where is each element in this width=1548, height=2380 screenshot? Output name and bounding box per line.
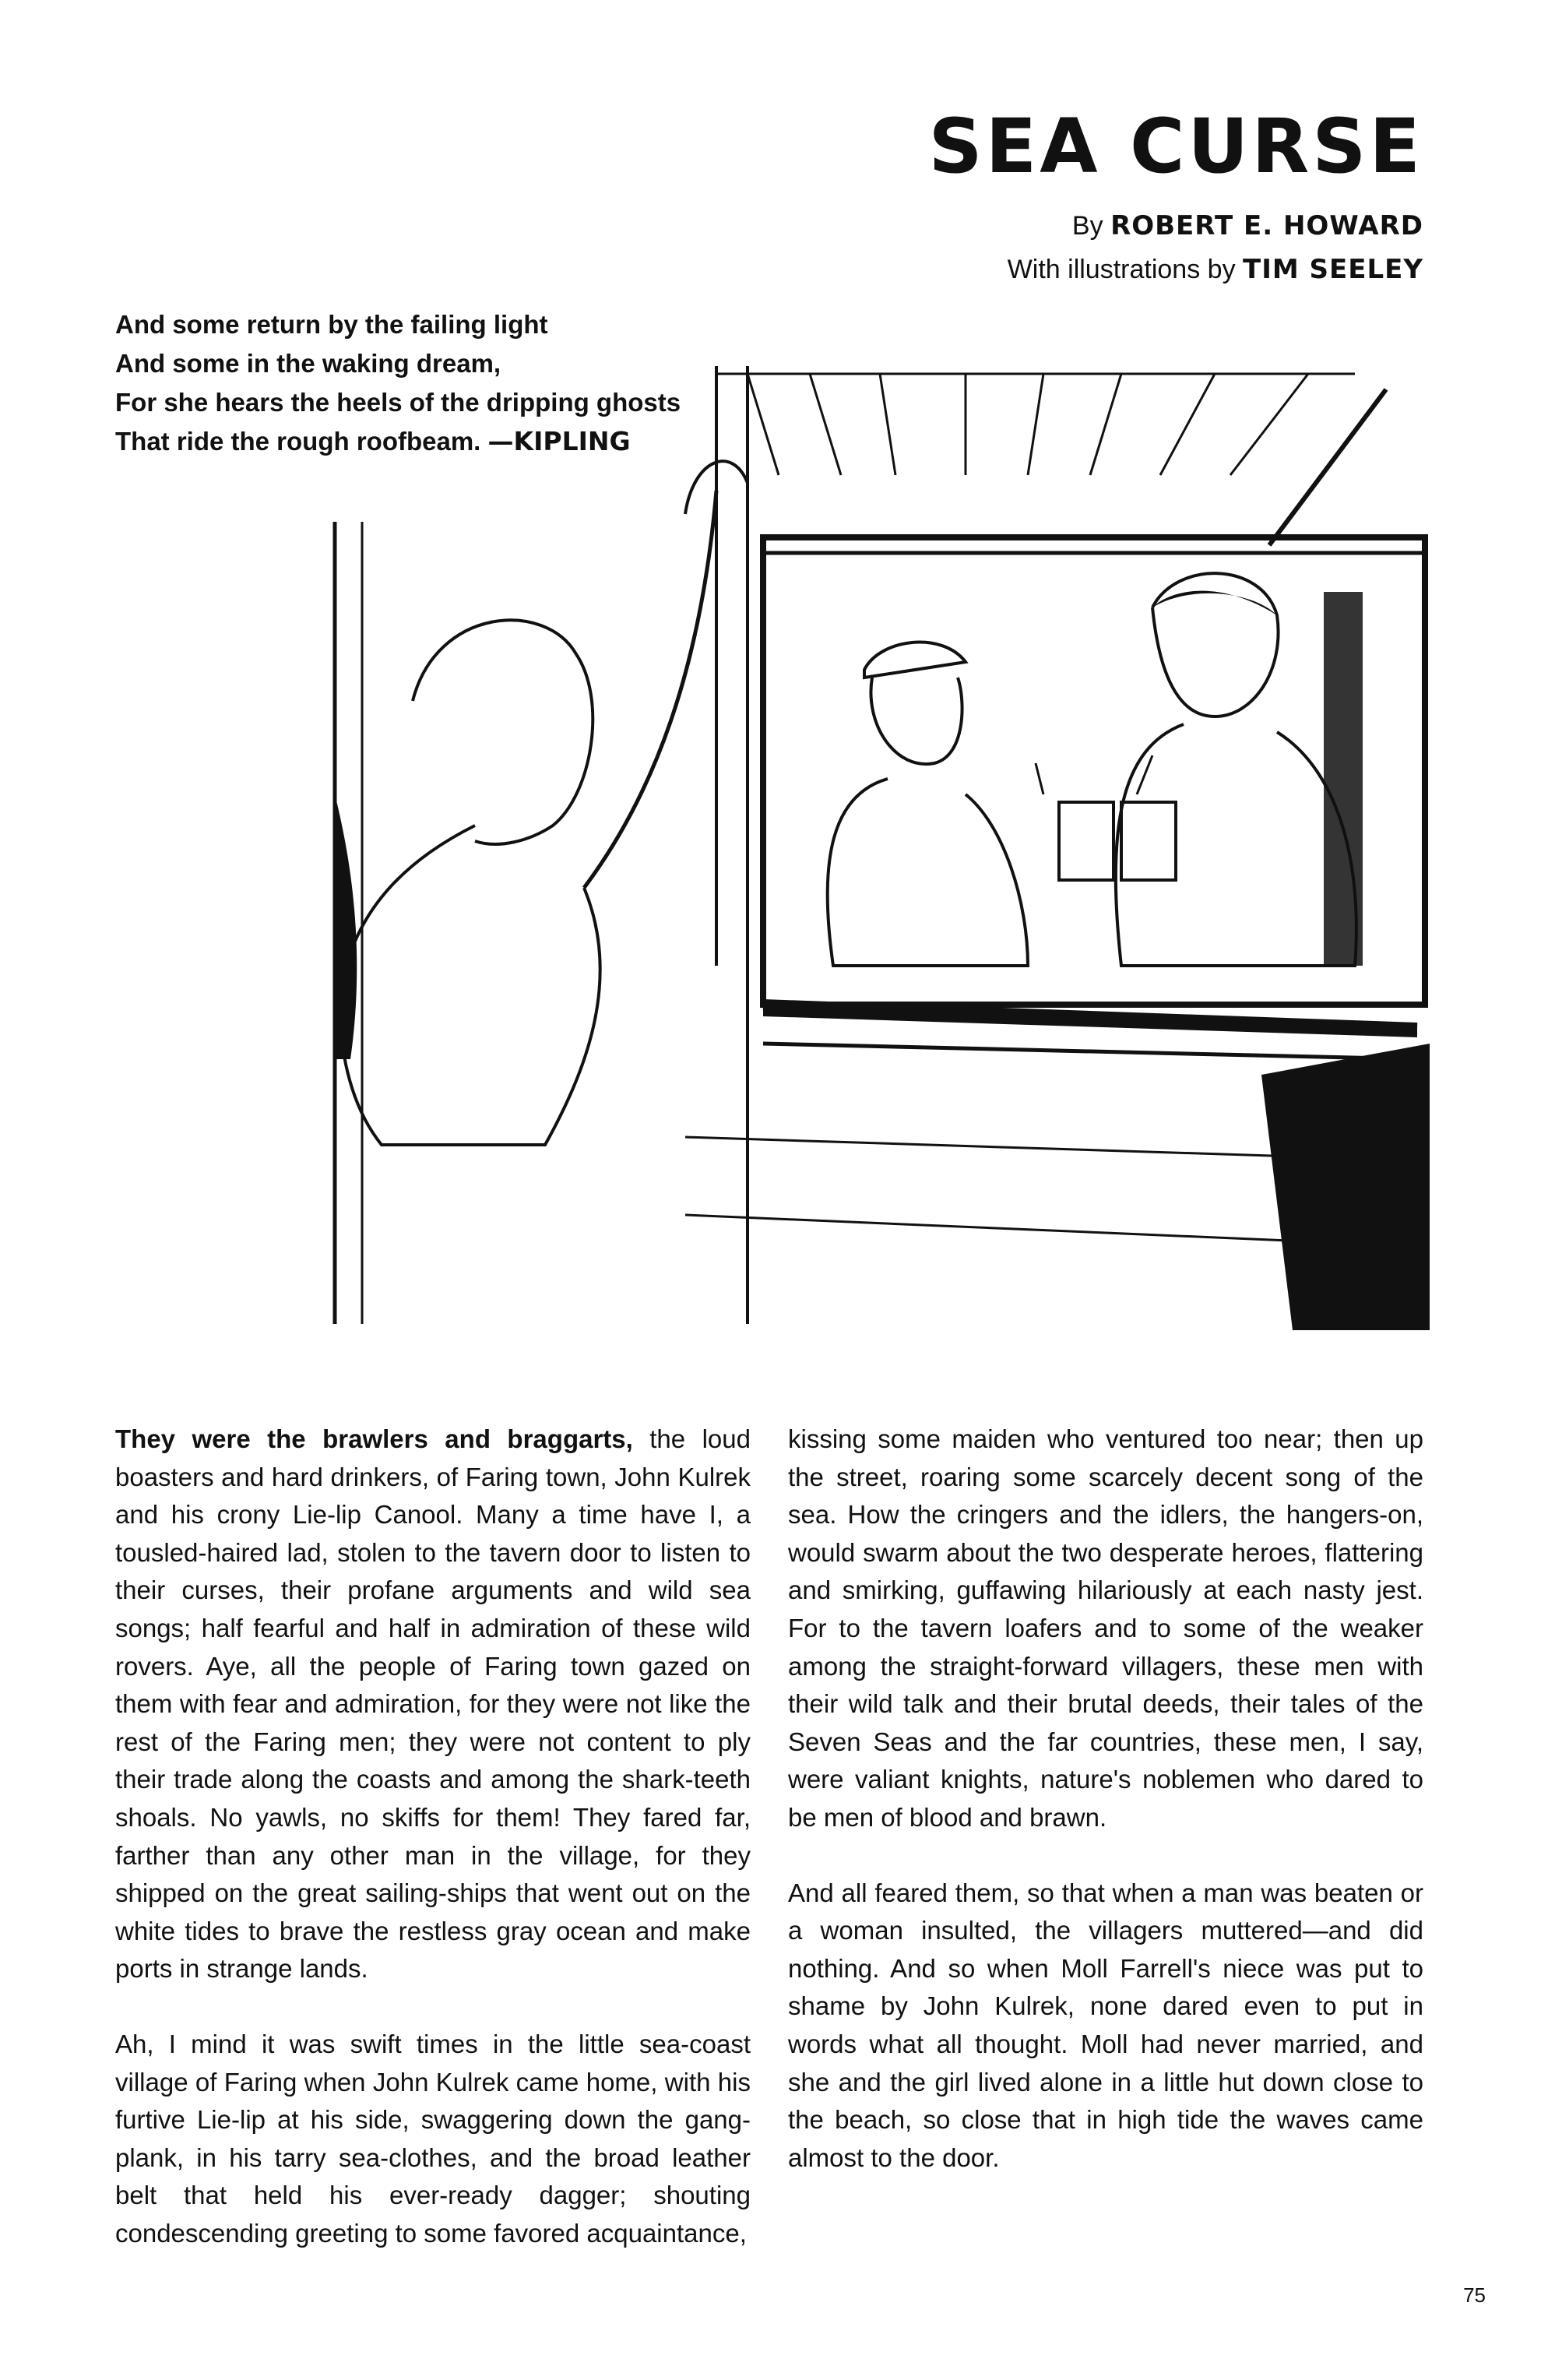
page-number: 75 xyxy=(1463,2283,1486,2307)
text-column-left xyxy=(115,1421,751,2290)
tavern-illustration xyxy=(218,358,1430,1330)
epigraph-line: And some in the waking dream, xyxy=(115,349,501,378)
paragraph-1 xyxy=(115,1421,751,1988)
epigraph-line: That ride the rough roofbeam. xyxy=(115,427,481,456)
paragraph-1-text: the loud boasters and hard drinkers, of Faring town, John Kulrek and his crony Lie-lip Canool. Many a time have I, a tousled-haired lad, stolen to the tavern door to listen to their curses, their profane arguments and wild sea songs; half fearful and half in admiration of these wild rovers. Aye, all the people of Faring town gazed on them with fear and admiration, for they were not like the rest of the Faring men; they were not content to ply their trade along the coasts and among the shark-teeth shoals. No yawls, no skiffs for them! They fared far, farther than any other man in the village, for they shipped on the great sailing-ships that went out on the white tides to brave the restless gray ocean and make ports in strange lands. xyxy=(115,1424,751,1984)
lead-in: They were the brawlers and braggarts, xyxy=(115,1424,633,1453)
epigraph-line: For she hears the heels of the dripping ghosts xyxy=(115,388,681,417)
author-name: ROBERT E. HOWARD xyxy=(1110,210,1423,241)
paragraph-2 xyxy=(115,2026,751,2253)
illustrator-prefix: With illustrations by xyxy=(1007,255,1236,284)
byline xyxy=(1008,204,1423,248)
paragraph-2-continued: kissing some maiden who ventured too near; then up the street, roaring some scarcely decent song of the sea. How the cringers and the idlers, the hangers-on, would swarm about the two desperate heroes, flattering and smirking, guffawing hilariously at each nasty jest. For to the tavern loafers and to some of the weaker among the straight-forward villagers, these men with their wild talk and their brutal deeds, their tales of the Seven Seas and the far countries, these men, I say, were valiant knights, nature's noblemen who dared to be men of blood and brawn. xyxy=(788,1424,1423,1832)
epigraph-attribution: —KIPLING xyxy=(487,426,631,456)
epigraph-line: And some return by the failing light xyxy=(115,310,548,339)
text-column-right xyxy=(788,1421,1423,2214)
illustrator-name: TIM SEELEY xyxy=(1243,254,1423,285)
story-title: SEA CURSE xyxy=(928,103,1423,190)
byline-prefix: By xyxy=(1071,211,1103,241)
paragraph-3-text: And all feared them, so that when a man was beaten or a woman insulted, the villagers muttered—and did nothing. And so when Moll Farrell's niece was put to shame by John Kulrek, none dared even to put in words what all thought. Moll had never married, and she and the girl lived alone in a little hut down close to the beach, so close that in high tide the waves came almost to the door. xyxy=(788,1878,1423,2172)
paragraph-2-text: Ah, I mind it was swift times in the little sea-coast village of Faring when John Kulrek came home, with his furtive Lie-lip at his side, swaggering down the gang-plank, in his tarry sea-clothes, and the broad leather belt that held his ever-ready dagger; shouting condescending greeting to some favored acquaintance, xyxy=(115,2029,751,2248)
paragraph-3 xyxy=(788,1875,1423,2178)
illustrator-line xyxy=(1008,248,1423,291)
credits xyxy=(1008,204,1423,291)
